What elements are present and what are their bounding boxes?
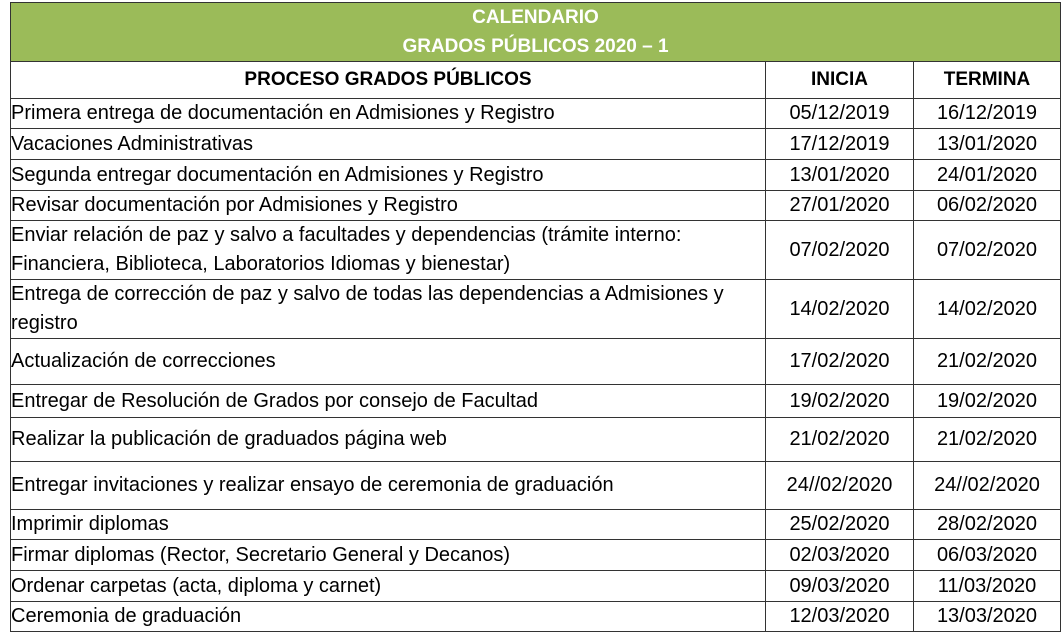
process-cell: Entrega de corrección de paz y salvo de todas las dependencias a Admisiones y registro (11, 280, 766, 339)
process-cell: Revisar documentación por Admisiones y Registro (11, 191, 766, 221)
end-date-cell: 24//02/2020 (914, 462, 1061, 510)
table-row (11, 602, 1061, 632)
title-line-1: CALENDARIO (472, 7, 599, 28)
start-date-cell: 07/02/2020 (766, 221, 914, 280)
end-date-cell: 14/02/2020 (914, 280, 1061, 339)
end-date-cell: 28/02/2020 (914, 510, 1061, 540)
process-cell: Realizar la publicación de graduados página web (11, 418, 766, 462)
start-date-cell: 21/02/2020 (766, 418, 914, 462)
table-row (11, 339, 1061, 385)
process-cell: Entregar de Resolución de Grados por consejo de Facultad (11, 385, 766, 418)
end-date-cell: 07/02/2020 (914, 221, 1061, 280)
start-date-cell: 14/02/2020 (766, 280, 914, 339)
table-row (11, 510, 1061, 540)
process-cell: Firmar diplomas (Rector, Secretario General y Decanos) (11, 540, 766, 571)
end-date-cell: 13/03/2020 (914, 602, 1061, 632)
end-date-cell: 06/02/2020 (914, 191, 1061, 221)
start-date-cell: 25/02/2020 (766, 510, 914, 540)
table-row (11, 462, 1061, 510)
table-row (11, 280, 1061, 339)
table-row (11, 571, 1061, 602)
process-cell: Entregar invitaciones y realizar ensayo de ceremonia de graduación (11, 462, 766, 510)
process-cell: Primera entrega de documentación en Admisiones y Registro (11, 99, 766, 129)
table-row (11, 99, 1061, 129)
start-date-cell: 17/02/2020 (766, 339, 914, 385)
table-row (11, 160, 1061, 191)
table-row (11, 418, 1061, 462)
end-date-cell: 06/03/2020 (914, 540, 1061, 571)
table-row (11, 191, 1061, 221)
title-line-2: GRADOS PÚBLICOS 2020 – 1 (402, 36, 669, 57)
process-cell: Ordenar carpetas (acta, diploma y carnet) (11, 571, 766, 602)
table-row (11, 540, 1061, 571)
column-header-process: PROCESO GRADOS PÚBLICOS (11, 62, 766, 99)
end-date-cell: 11/03/2020 (914, 571, 1061, 602)
process-cell: Enviar relación de paz y salvo a facultades y dependencias (trámite interno: Financiera, Biblioteca, Laboratorios Idiomas y bienestar) (11, 221, 766, 280)
process-cell: Imprimir diplomas (11, 510, 766, 540)
table-row (11, 221, 1061, 280)
column-header-start: INICIA (766, 62, 914, 99)
start-date-cell: 09/03/2020 (766, 571, 914, 602)
title-row (11, 3, 1061, 62)
start-date-cell: 24//02/2020 (766, 462, 914, 510)
start-date-cell: 02/03/2020 (766, 540, 914, 571)
calendar-table (10, 2, 1061, 632)
start-date-cell: 27/01/2020 (766, 191, 914, 221)
table-row (11, 129, 1061, 160)
end-date-cell: 21/02/2020 (914, 339, 1061, 385)
process-cell: Ceremonia de graduación (11, 602, 766, 632)
end-date-cell: 13/01/2020 (914, 129, 1061, 160)
title-cell (11, 3, 1061, 62)
process-cell: Segunda entregar documentación en Admisiones y Registro (11, 160, 766, 191)
start-date-cell: 12/03/2020 (766, 602, 914, 632)
process-cell: Actualización de correcciones (11, 339, 766, 385)
process-cell: Vacaciones Administrativas (11, 129, 766, 160)
start-date-cell: 19/02/2020 (766, 385, 914, 418)
start-date-cell: 13/01/2020 (766, 160, 914, 191)
end-date-cell: 21/02/2020 (914, 418, 1061, 462)
end-date-cell: 16/12/2019 (914, 99, 1061, 129)
column-header-row (11, 62, 1061, 99)
table-row (11, 385, 1061, 418)
start-date-cell: 17/12/2019 (766, 129, 914, 160)
start-date-cell: 05/12/2019 (766, 99, 914, 129)
end-date-cell: 24/01/2020 (914, 160, 1061, 191)
column-header-end: TERMINA (914, 62, 1061, 99)
end-date-cell: 19/02/2020 (914, 385, 1061, 418)
